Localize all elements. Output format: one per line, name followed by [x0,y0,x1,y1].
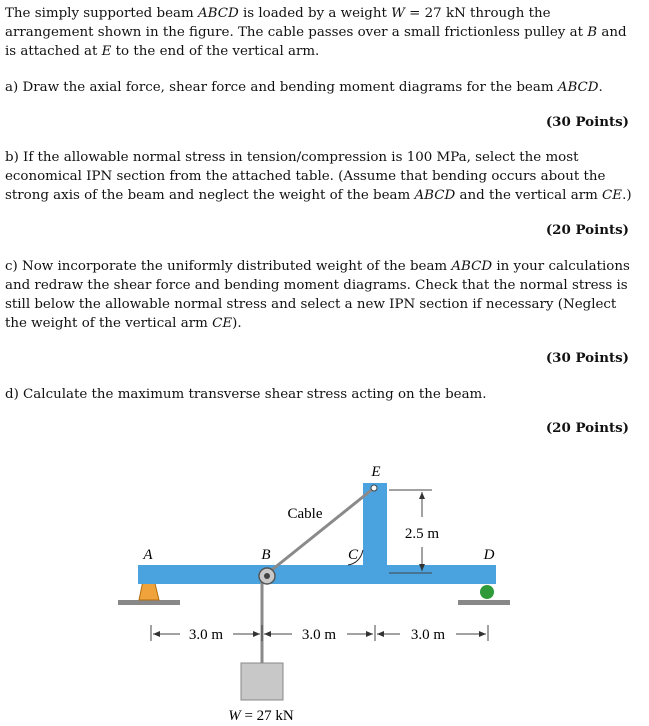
dimension-cd: 3.0 m [410,627,446,643]
part-b-points: (20 Points) [545,222,629,238]
dimension-ab: 3.0 m [188,627,224,643]
part-d-text: d) Calculate the maximum transverse shear stress acting on the beam. [5,387,487,402]
weight-label: W = 27 kN [228,708,294,724]
label-e: E [371,464,381,480]
left-ground [118,600,180,605]
part-c-points: (30 Points) [545,350,629,366]
label-a: A [143,547,153,563]
beam-figure [0,455,649,726]
part-c-text: c) Now incorporate the uniformly distributed weight of the beam ABCD in your calculations and redraw the shear force and bending moment diagrams. Check that the normal stress is still below the allowable normal stress and select a new IPN section if necessary (Neglect the weight of the vertical arm CE). [5,259,630,331]
arm-height-label: 2.5 m [404,526,440,542]
label-d: D [483,547,495,563]
dimension-bc: 3.0 m [301,627,337,643]
label-c: C [347,547,359,563]
part-a-points: (30 Points) [545,114,629,130]
roller-icon [480,585,494,599]
part-d-points: (20 Points) [545,420,629,436]
attachment-e-icon [371,485,377,491]
part-a-text: a) Draw the axial force, shear force and bending moment diagrams for the beam ABCD. [5,80,603,95]
weight-block [241,663,283,700]
beam-abcd [138,565,496,584]
label-b: B [261,547,271,563]
right-ground [458,600,510,605]
problem-intro: The simply supported beam ABCD is loaded by a weight W = 27 kN through the arrangement shown in the figure. The cable passes over a small frictionless pulley at B and is attached at E to the end of the vertical arm. [5,6,627,59]
part-b-text: b) If the allowable normal stress in tension/compression is 100 MPa, select the most economical IPN section from the attached table. (Assume that bending occurs about the strong axis of the beam and neglect the weight of the beam ABCD and the vertical arm CE.) [5,150,632,203]
cable-label: Cable [287,506,323,522]
